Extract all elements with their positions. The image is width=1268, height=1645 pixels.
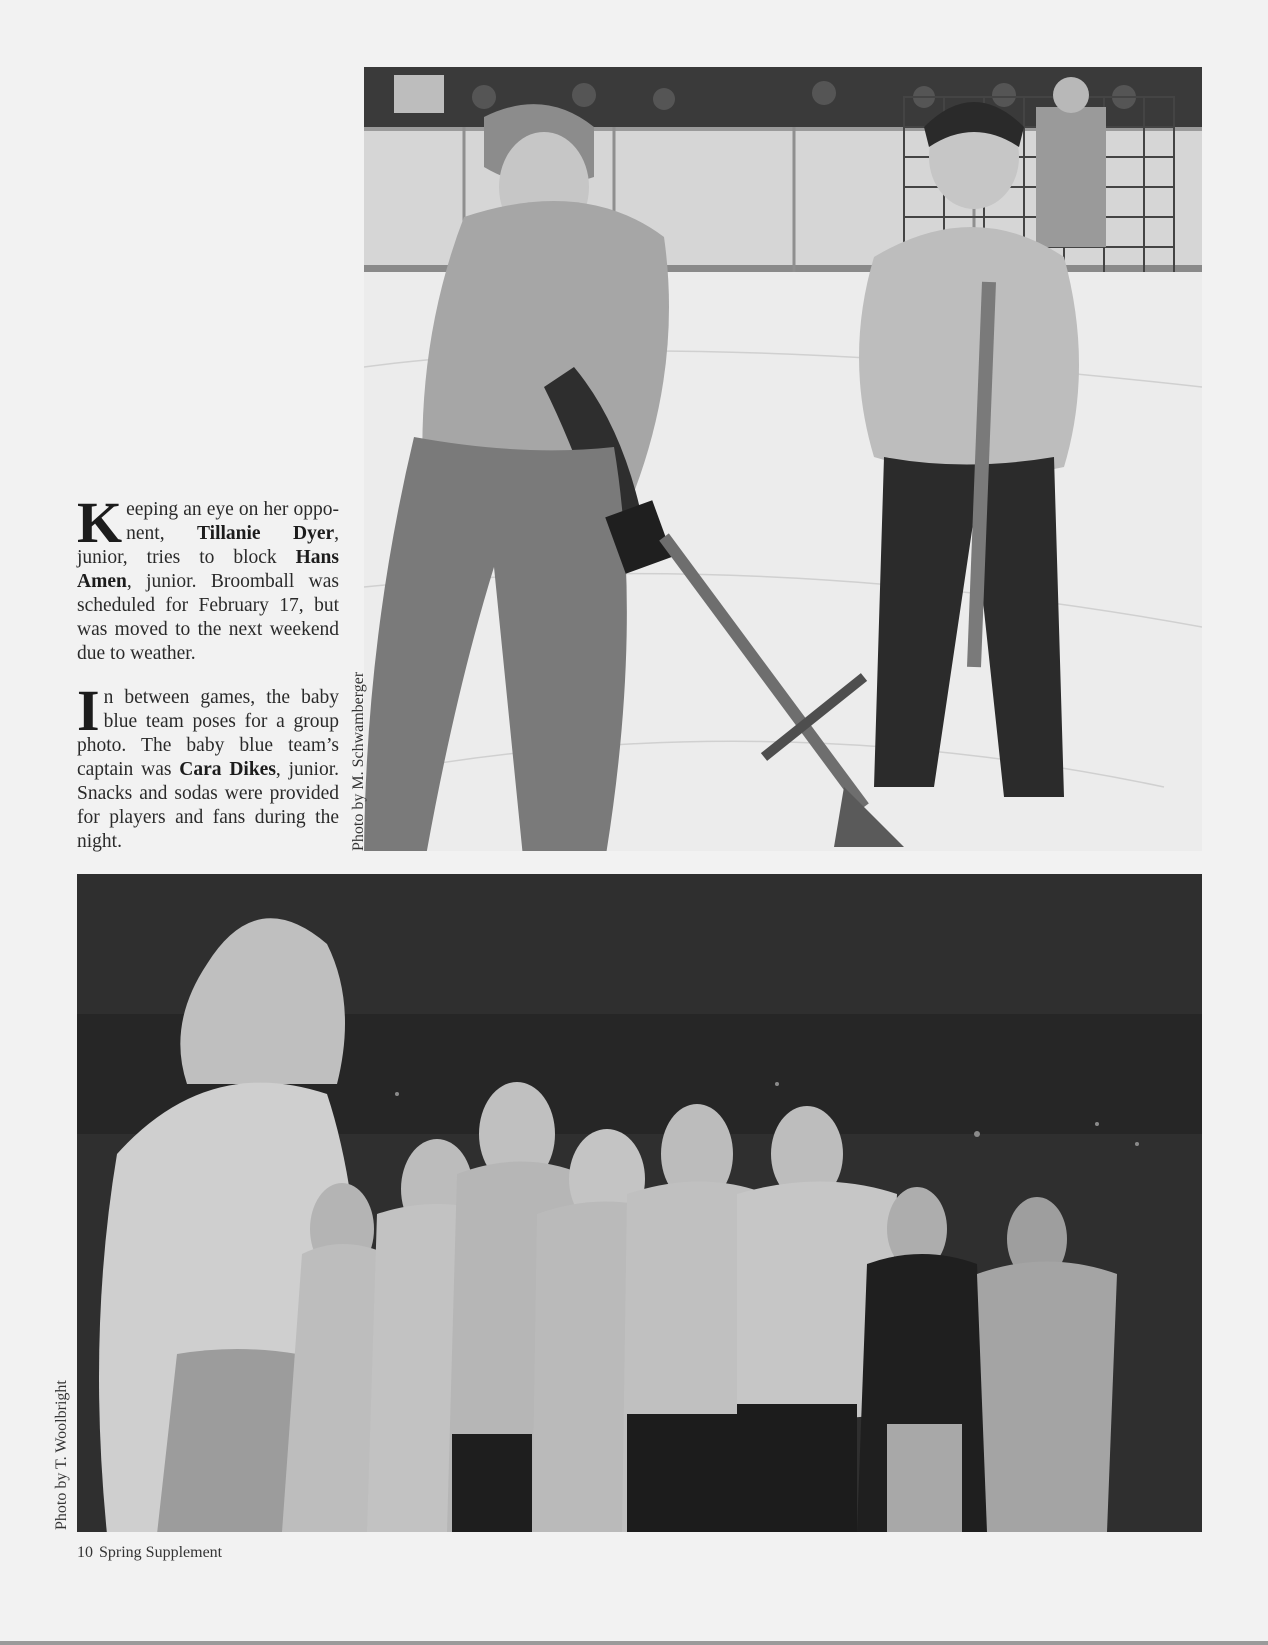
photo-credit-top: Photo by M. Schwamberger [350,671,367,851]
section-name: Spring Supplement [99,1544,223,1561]
drop-cap: K [77,490,123,555]
photo-broomball-action [364,67,1202,851]
page-number: 10 [77,1544,93,1561]
caption-text: , junior, tries to block [77,523,340,568]
caption-name-bold: Hans Amen [77,547,339,592]
photo-credit-bottom: Photo by T. Woolbright [53,1380,70,1530]
caption-group-photo [77,678,339,854]
photo-broomball-illustration [364,67,1202,851]
caption-name-bold: Tillanie Dyer [197,523,335,544]
photo-group-illustration [77,874,1202,1532]
page-edge [0,1641,1268,1645]
caption-text: , junior. Snacks and sodas were provided for players and fans during the night. [77,759,339,852]
caption-text: eeping an eye on her oppo-nent, [126,499,339,544]
caption-text: , junior. Broomball was scheduled for February 17, but was moved to the next weekend due to weather. [77,571,339,664]
caption-name-bold: Cara Dikes [179,759,276,780]
photo-team-group [77,874,1202,1532]
caption-broomball-action [77,490,340,666]
drop-cap: I [77,678,100,743]
caption-text: n between games, the baby blue team poses for a group photo. The baby blue team’s captain was [77,687,339,780]
page-folio [77,1544,222,1562]
